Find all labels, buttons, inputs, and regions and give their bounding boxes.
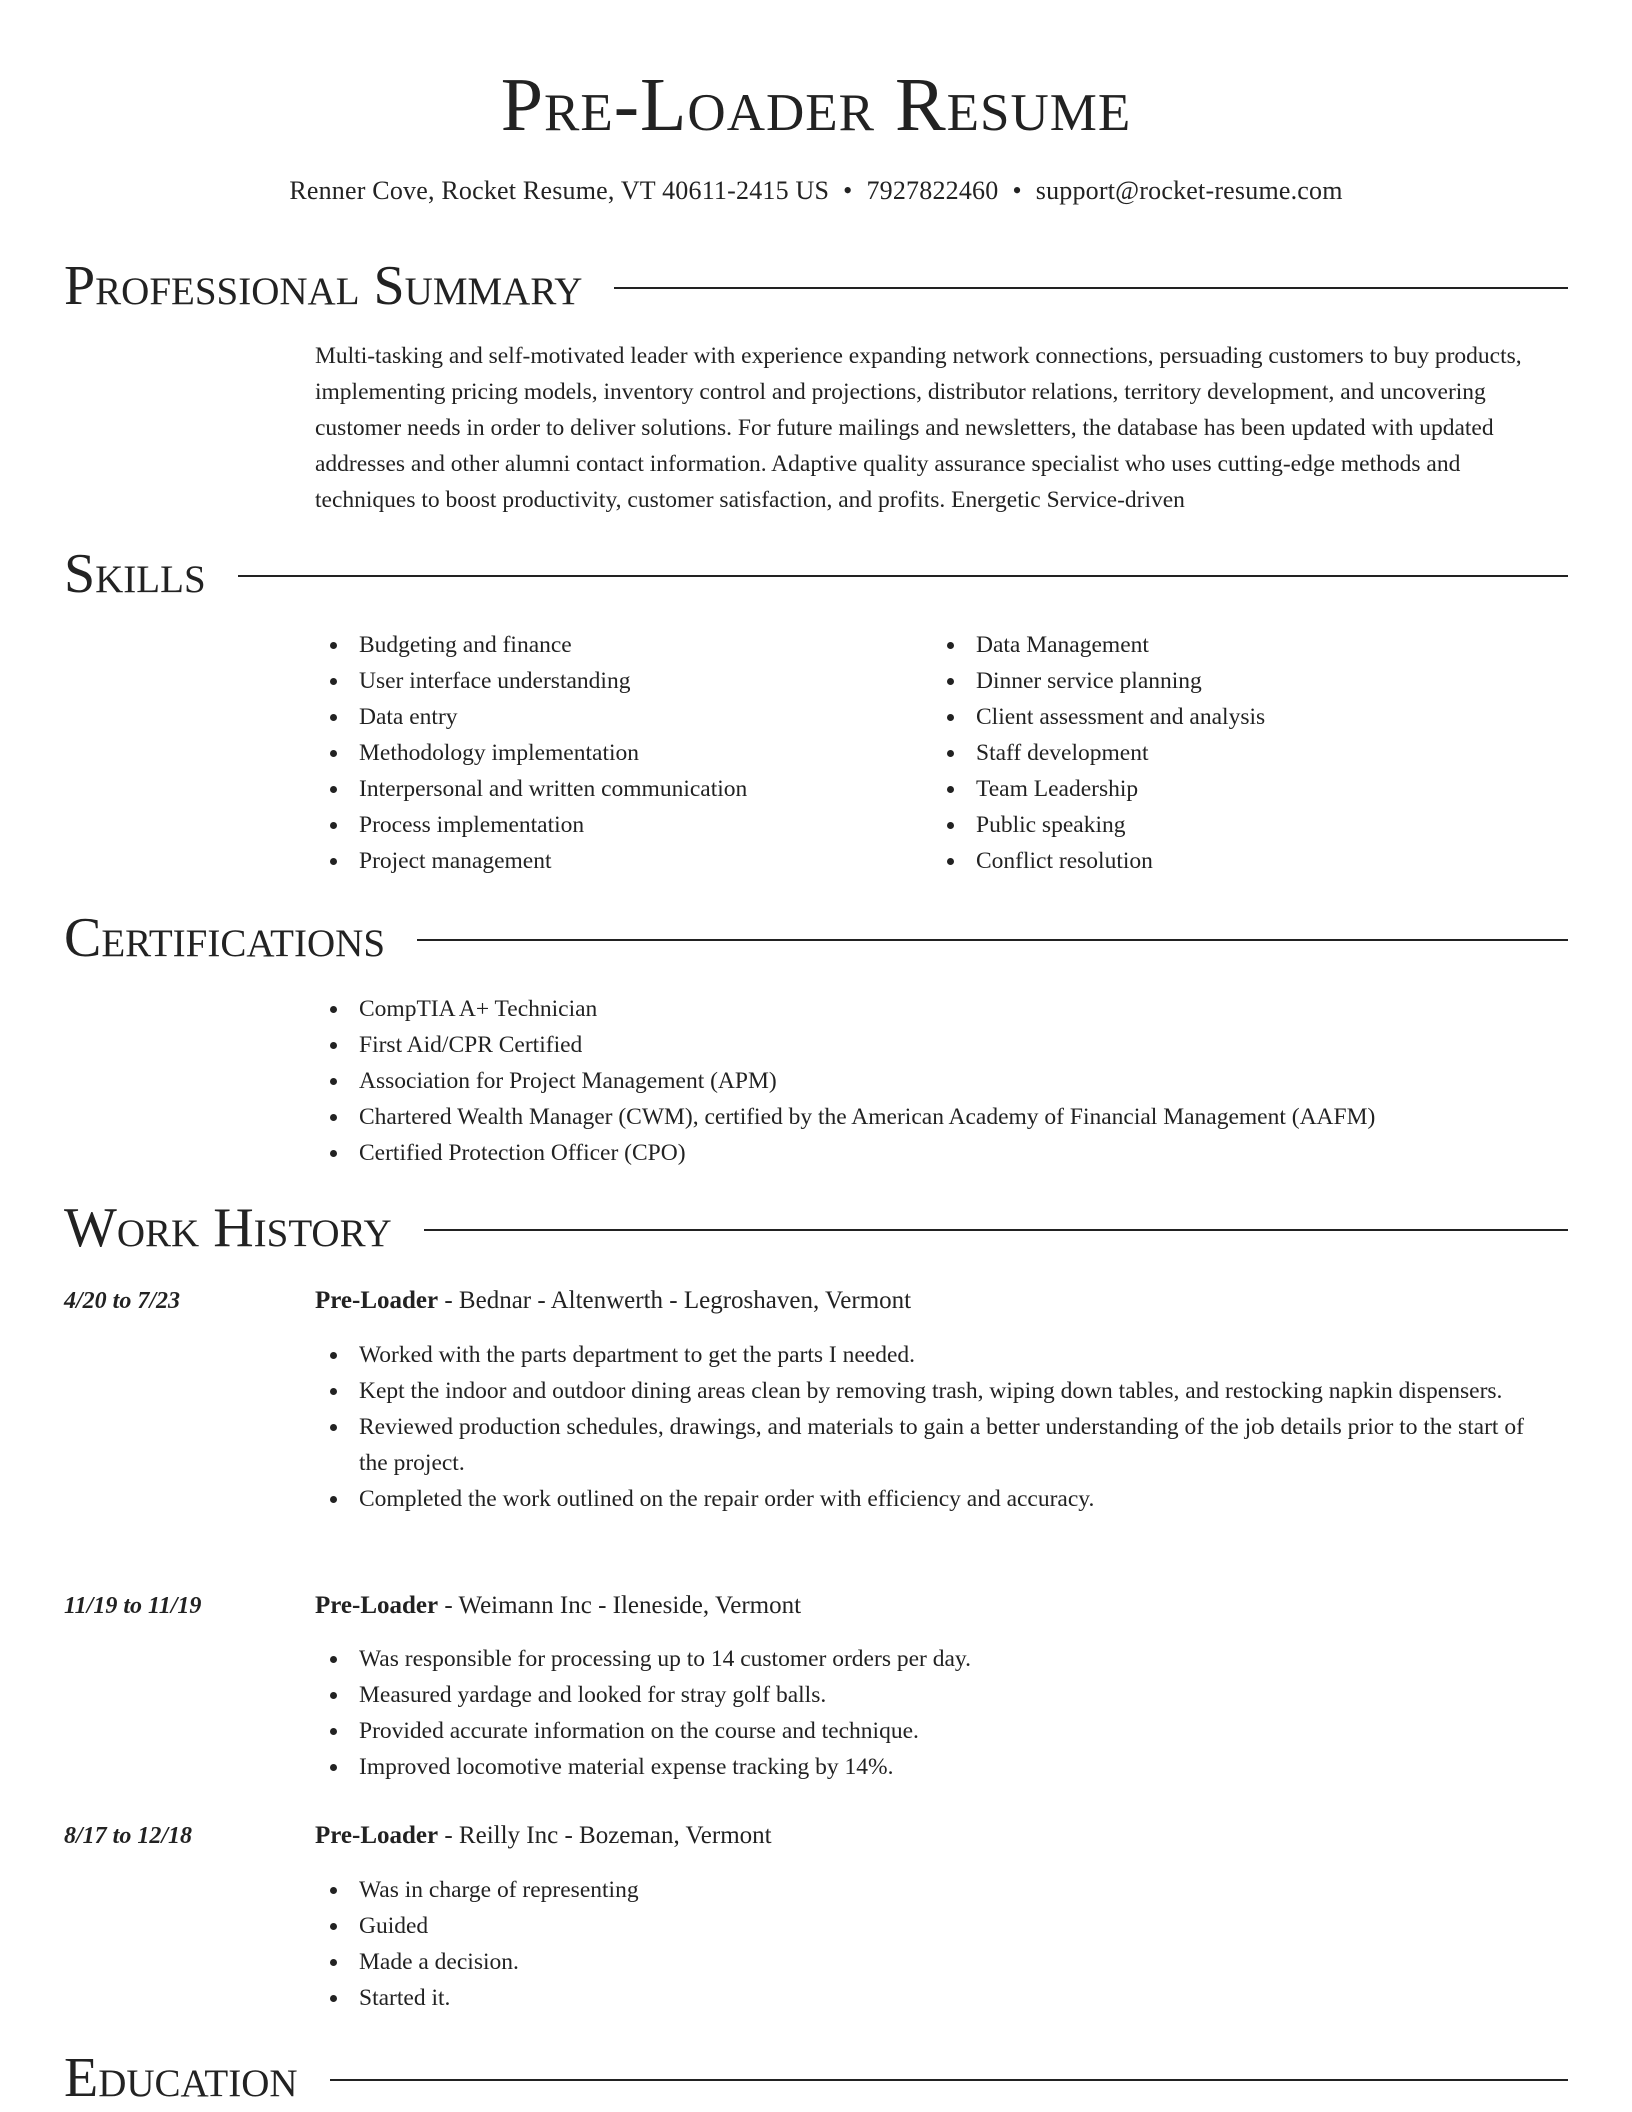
job-bullet: Kept the indoor and outdoor dining areas clean by removing trash, wiping down tables, and restocking napkin dispensers. — [315, 1373, 1555, 1409]
certification-item: Association for Project Management (APM) — [315, 1063, 1555, 1099]
job-bullet: Worked with the parts department to get the parts I needed. — [315, 1337, 1555, 1373]
contact-address: Renner Cove, Rocket Resume, VT 40611-2415 US — [289, 176, 830, 205]
job-title — [315, 1818, 772, 1854]
skill-item: Conflict resolution — [932, 843, 1552, 879]
skills-heading-text: Skills — [64, 543, 206, 605]
job-title — [315, 1588, 801, 1624]
job-bullet: Guided — [315, 1908, 1555, 1944]
job-bullet: Provided accurate information on the course and technique. — [315, 1713, 1555, 1749]
education-heading-text: Education — [64, 2047, 298, 2109]
contact-email: support@rocket-resume.com — [1035, 176, 1343, 205]
section-rule — [330, 2079, 1568, 2081]
skills-list-left — [315, 627, 915, 879]
section-rule — [614, 287, 1568, 289]
summary-heading-text: Professional Summary — [64, 255, 583, 317]
job-role: Pre-Loader — [315, 1822, 439, 1849]
skill-item: Staff development — [932, 735, 1552, 771]
skill-item: Data entry — [315, 699, 915, 735]
job-dates: 11/19 to 11/19 — [64, 1593, 202, 1619]
contact-phone: 7927822460 — [866, 176, 999, 205]
job-bullet: Reviewed production schedules, drawings, and materials to gain a better understanding of the job details prior to the start of the project. — [315, 1409, 1555, 1481]
skill-item: Process implementation — [315, 807, 915, 843]
skill-item: Budgeting and finance — [315, 627, 915, 663]
job-dates: 4/20 to 7/23 — [64, 1288, 181, 1314]
job-role: Pre-Loader — [315, 1287, 439, 1314]
skill-item: Methodology implementation — [315, 735, 915, 771]
certifications-heading — [64, 906, 1568, 970]
skill-item: Client assessment and analysis — [932, 699, 1552, 735]
certification-item: First Aid/CPR Certified — [315, 1027, 1555, 1063]
contact-line — [0, 174, 1632, 208]
job-bullet: Started it. — [315, 1980, 1555, 2016]
skill-item: Project management — [315, 843, 915, 879]
section-rule — [238, 575, 1568, 577]
job-bullet: Was responsible for processing up to 14 customer orders per day. — [315, 1641, 1555, 1677]
skill-item: Dinner service planning — [932, 663, 1552, 699]
job-bullets — [315, 1872, 1555, 2016]
skill-item: User interface understanding — [315, 663, 915, 699]
job-title — [315, 1283, 911, 1319]
education-heading — [64, 2046, 1568, 2110]
certifications-heading-text: Certifications — [64, 907, 386, 969]
job-employer: - Reilly Inc - Bozeman, Vermont — [438, 1822, 772, 1849]
work-history-heading — [64, 1196, 1568, 1260]
skill-item: Public speaking — [932, 807, 1552, 843]
summary-heading — [64, 254, 1568, 318]
skill-item: Interpersonal and written communication — [315, 771, 915, 807]
certifications-list — [315, 991, 1555, 1171]
job-bullet: Was in charge of representing — [315, 1872, 1555, 1908]
section-rule — [417, 939, 1568, 941]
contact-separator: • — [843, 176, 853, 205]
job-employer: - Bednar - Altenwerth - Legroshaven, Vermont — [438, 1287, 912, 1314]
work-history-heading-text: Work History — [64, 1197, 392, 1259]
job-employer: - Weimann Inc - Ileneside, Vermont — [438, 1592, 802, 1619]
job-dates: 8/17 to 12/18 — [64, 1823, 193, 1849]
section-rule — [424, 1229, 1568, 1231]
skills-heading — [64, 542, 1568, 606]
skill-item: Data Management — [932, 627, 1552, 663]
job-bullet: Completed the work outlined on the repair order with efficiency and accuracy. — [315, 1481, 1555, 1517]
skill-item: Team Leadership — [932, 771, 1552, 807]
certification-item: Certified Protection Officer (CPO) — [315, 1135, 1555, 1171]
contact-separator: • — [1012, 176, 1022, 205]
summary-text: Multi-tasking and self-motivated leader with experience expanding network connections, persuading customers to buy products, implementing pricing models, inventory control and projections, distributor relations, territory development, and uncovering customer needs in order to deliver solutions. For future mailings and newsletters, the database has been updated with updated addresses and other alumni contact information. Adaptive quality assurance specialist who uses cutting-edge methods and techniques to boost productivity, customer satisfaction, and profits. Energetic Service-driven — [315, 343, 1522, 513]
job-bullets — [315, 1641, 1555, 1785]
skills-list-right — [932, 627, 1552, 879]
job-role: Pre-Loader — [315, 1592, 439, 1619]
certification-item: CompTIA A+ Technician — [315, 991, 1555, 1027]
job-bullet: Measured yardage and looked for stray golf balls. — [315, 1677, 1555, 1713]
job-bullets — [315, 1337, 1555, 1517]
resume-title: Pre-Loader Resume — [500, 63, 1132, 147]
certification-item: Chartered Wealth Manager (CWM), certified by the American Academy of Financial Management (AAFM) — [315, 1099, 1555, 1135]
job-bullet: Made a decision. — [315, 1944, 1555, 1980]
job-bullet: Improved locomotive material expense tracking by 14%. — [315, 1749, 1555, 1785]
